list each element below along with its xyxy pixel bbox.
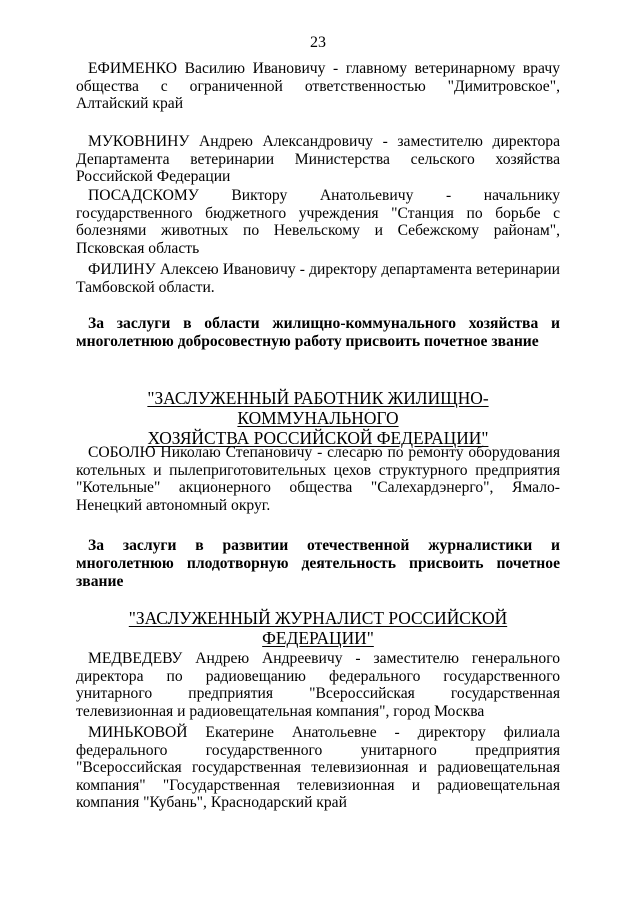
- honorary-title-journalist: [76, 608, 560, 648]
- award-entry-efimenko: ЕФИМЕНКО Василию Ивановичу - главному ветеринарному врачу общества с ограниченной ответственностью "Димитровское", Алтайский край: [76, 60, 560, 113]
- award-entry-posadsky: ПОСАДСКОМУ Виктору Анатольевичу - начальнику государственного бюджетного учреждения "Станция по борьбе с болезнями животных по Невельскому и Себежскому районам", Псковская область: [76, 187, 560, 257]
- decree-housing-utilities: За заслуги в области жилищно-коммунального хозяйства и многолетнюю добросовестную работу присвоить почетное звание: [76, 315, 560, 350]
- page-number: 23: [310, 34, 326, 51]
- honorary-title-line: ХОЗЯЙСТВА РОССИЙСКОЙ ФЕДЕРАЦИИ": [147, 428, 489, 448]
- award-entry-minkova: МИНЬКОВОЙ Екатерине Анатольевне - директору филиала федерального государственного унитарного предприятия "Всероссийская государственная телевизионная и радиовещательная компания" "Государственная телевизионная и радиовещательная компания "Кубань", Краснодарский край: [76, 724, 560, 812]
- award-entry-filin: ФИЛИНУ Алексею Ивановичу - директору департамента ветеринарии Тамбовской области.: [76, 261, 560, 296]
- honorary-title-line: "ЗАСЛУЖЕННЫЙ РАБОТНИК ЖИЛИЩНО-КОММУНАЛЬНОГО: [147, 388, 489, 428]
- award-entry-medvedev: МЕДВЕДЕВУ Андрею Андреевичу - заместителю генерального директора по радиовещанию федерального государственного унитарного предприятия "Всероссийская государственная телевизионная и радиовещательная компания", город Москва: [76, 650, 560, 720]
- honorary-title-housing: [76, 388, 560, 448]
- honorary-title-line: "ЗАСЛУЖЕННЫЙ ЖУРНАЛИСТ РОССИЙСКОЙ ФЕДЕРАЦИИ": [128, 608, 508, 648]
- award-entry-sobol: СОБОЛЮ Николаю Степановичу - слесарю по ремонту оборудования котельных и пылеприготовительных цехов структурного предприятия "Котельные" акционерного общества "Салехардэнерго", Ямало-Ненецкий автономный округ.: [76, 444, 560, 514]
- decree-journalism: За заслуги в развитии отечественной журналистики и многолетнюю плодотворную деятельность присвоить почетное звание: [76, 537, 560, 590]
- award-entry-mukovnin: МУКОВНИНУ Андрею Александровичу - заместителю директора Департамента ветеринарии Министерства сельского хозяйства Российской Федерации: [76, 133, 560, 186]
